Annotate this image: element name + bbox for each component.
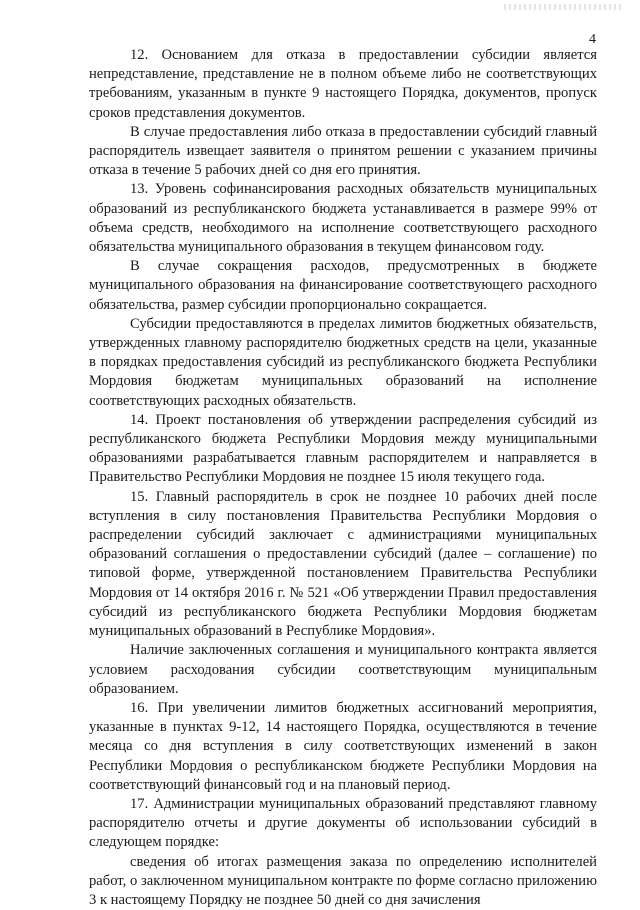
page-number: 4 bbox=[589, 32, 596, 47]
paragraph-15: 15. Главный распорядитель в срок не позднее 10 рабочих дней после вступления в силу постановления Правительства Республики Мордовия о распределении субсидий заключает с администрациями муниципальных образований соглашения о предоставлении субсидий (далее – соглашение) по типовой форме, утвержденной постановлением Правительства Республики Мордовия от 14 октября 2016 г. № 521 «Об утверждении Правил предоставления субсидий из республиканского бюджета Республики Мордовия бюджетам муниципальных образований в Республике Мордовия». bbox=[89, 488, 597, 640]
paragraph-12-refusal-notice: В случае предоставления либо отказа в предоставлении субсидий главный распорядитель извещает заявителя о принятом решении с указанием причины отказа в течение 5 рабочих дней со дня его принятия. bbox=[89, 123, 597, 179]
paragraph-14: 14. Проект постановления об утверждении распределения субсидий из республиканского бюджета Республики Мордовия между муниципальными образованиями разрабатывается главным распорядителем и направляется в Правительство Республики Мордовия не позднее 15 июля текущего года. bbox=[89, 411, 597, 486]
paragraph-13-reduction: В случае сокращения расходов, предусмотренных в бюджете муниципального образования на финансирование соответствующего расходного обязательства, размер субсидии пропорционально сокращается. bbox=[89, 258, 597, 313]
paragraph-17: 17. Администрации муниципальных образований представляют главному распорядителю отчеты и другие документы об использовании субсидий в следующем порядке: bbox=[89, 795, 597, 851]
paragraph-17-reports: сведения об итогах размещения заказа по определению исполнителей работ, о заключенном муниципальном контракте по форме согласно приложению 3 к настоящему Порядку не позднее 50 дней со дня зачисления bbox=[89, 853, 597, 908]
paragraph-16: 16. При увеличении лимитов бюджетных ассигнований мероприятия, указанные в пунктах 9-12, 14 настоящего Порядка, осуществляются в течение месяца со дня вступления в силу соответствующих изменений в закон Республики Мордовия о республиканском бюджете Республики Мордовия на соответствующий финансовый год и на плановый период. bbox=[89, 699, 597, 793]
paragraph-13: 13. Уровень софинансирования расходных обязательств муниципальных образований из республиканского бюджета устанавливается в размере 99% от объема средств, необходимого на исполнение соответствующего расходного обязательства муниципального образования в текущем финансовом году. bbox=[89, 181, 597, 256]
document-body bbox=[89, 46, 597, 910]
scan-artifact bbox=[504, 4, 624, 10]
paragraph-13-limits: Субсидии предоставляются в пределах лимитов бюджетных обязательств, утвержденных главному распорядителю бюджетных средств на цели, указанные в порядках предоставления субсидий из республиканского бюджета Республики Мордовия бюджетам муниципальных образований на исполнение соответствующих расходных обязательств. bbox=[89, 315, 597, 409]
paragraph-15-condition: Наличие заключенных соглашения и муниципального контракта является условием расходования субсидии соответствующим муниципальным образованием. bbox=[89, 642, 597, 697]
paragraph-12: 12. Основанием для отказа в предоставлении субсидии является непредставление, представление не в полном объеме либо не соответствующих требованиям, указанным в пункте 9 настоящего Порядка, документов, пропуск сроков представления документов. bbox=[89, 47, 597, 121]
